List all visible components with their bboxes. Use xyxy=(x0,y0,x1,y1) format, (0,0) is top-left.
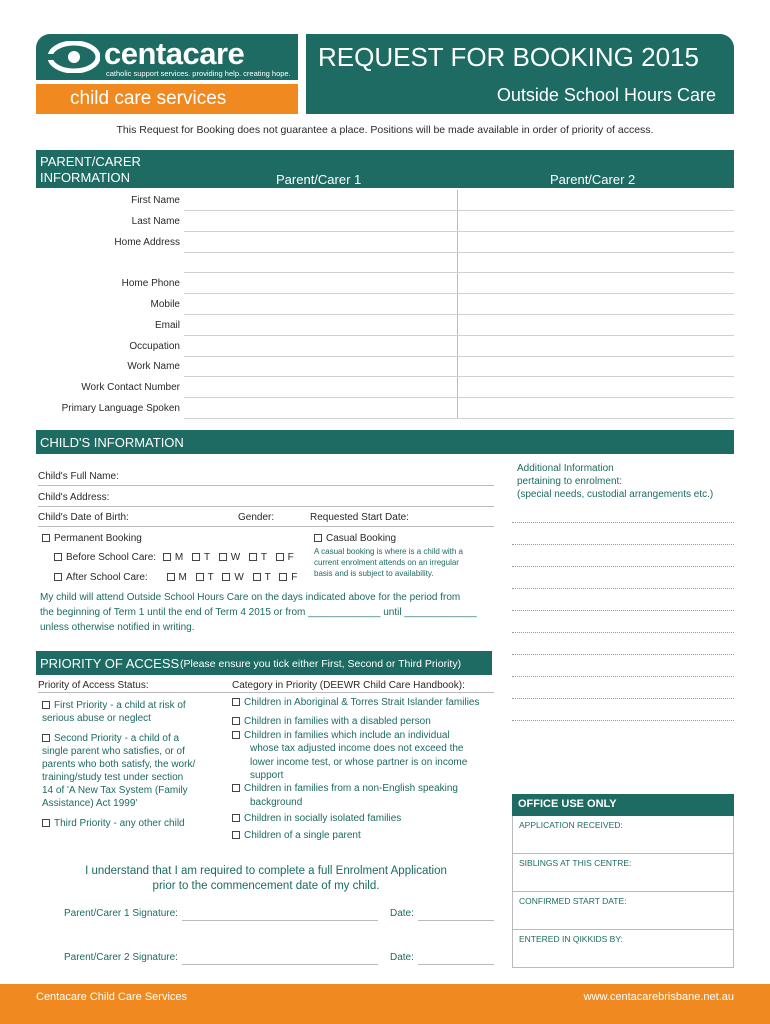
last-name-field[interactable] xyxy=(184,231,734,232)
after-day-t: T xyxy=(207,572,214,583)
priority-category-list xyxy=(232,696,494,842)
additional-info-line2: pertaining to enrolment: xyxy=(517,476,623,487)
priority-section-heading: PRIORITY OF ACCESS xyxy=(40,656,180,671)
first-priority-option[interactable] xyxy=(42,699,222,725)
category-checkbox[interactable] xyxy=(232,717,240,725)
booking-notice: This Request for Booking does not guarantee a place. Positions will be made available in order of priority of access. xyxy=(116,124,654,136)
category-text: Children in Aboriginal & Torres Strait Islander families xyxy=(244,697,480,708)
category-checkbox[interactable] xyxy=(232,731,240,739)
child-address-field[interactable] xyxy=(38,506,494,507)
permanent-label: Permanent Booking xyxy=(54,533,142,544)
attendance-statement xyxy=(40,590,500,635)
category-checkbox[interactable] xyxy=(232,784,240,792)
after-day-f: F xyxy=(291,572,298,583)
understand-statement xyxy=(38,864,494,894)
casual-note xyxy=(314,546,463,579)
email-label: Email xyxy=(154,320,180,331)
priority-heading-note: (Please ensure you tick either First, Second or Third Priority) xyxy=(180,658,462,670)
last-name-label: Last Name xyxy=(131,216,180,227)
category-item[interactable] xyxy=(232,715,494,728)
office-entered-by xyxy=(512,930,734,968)
before-school-label: Before School Care: xyxy=(66,552,157,563)
home-address-label: Home Address xyxy=(114,237,180,248)
additional-info-line[interactable] xyxy=(512,632,734,633)
first-priority-title: First Priority xyxy=(54,700,108,711)
after-school-row xyxy=(54,572,297,583)
third-priority-checkbox[interactable] xyxy=(42,819,50,827)
before-school-row xyxy=(54,552,294,563)
page-subtitle: Outside School Hours Care xyxy=(496,85,716,105)
sig1-field[interactable] xyxy=(182,920,378,921)
start-date-label: Requested Start Date: xyxy=(310,512,409,523)
mobile-field[interactable] xyxy=(184,314,734,315)
category-checkbox[interactable] xyxy=(232,814,240,822)
parent-heading-line2: INFORMATION xyxy=(40,170,131,185)
category-text: Children of a single parent xyxy=(244,829,361,841)
first-name-field[interactable] xyxy=(184,210,734,211)
category-text-cont: support xyxy=(250,770,284,782)
first-priority-desc: - a child at risk of xyxy=(107,700,186,711)
office-application-received xyxy=(512,816,734,854)
gender-label: Gender: xyxy=(238,512,275,523)
mobile-label: Mobile xyxy=(150,299,180,310)
casual-booking-option[interactable] xyxy=(314,533,396,544)
parent-col-2: Parent/Carer 2 xyxy=(550,172,636,187)
child-section-heading: CHILD'S INFORMATION xyxy=(40,435,184,450)
footer-bar xyxy=(0,984,770,1024)
centacare-logo-icon xyxy=(48,41,100,73)
category-text: Children in families with a disabled person xyxy=(244,716,431,728)
parent-column-divider xyxy=(457,190,458,418)
before-school-checkbox[interactable] xyxy=(54,553,62,561)
first-priority-desc2: serious abuse or neglect xyxy=(42,713,151,724)
category-item[interactable] xyxy=(232,782,494,795)
office-item-label: ENTERED IN QIKKIDS BY: xyxy=(519,934,623,944)
service-band-text: child care services xyxy=(70,88,227,109)
second-priority-line: 14 of 'A New Tax System (Family xyxy=(42,785,188,796)
home-phone-field[interactable] xyxy=(184,293,734,294)
additional-info-line[interactable] xyxy=(512,654,734,655)
additional-info-line[interactable] xyxy=(512,676,734,677)
before-day-f: F xyxy=(287,552,294,563)
additional-info-line3: (special needs, custodial arrangements etc.) xyxy=(517,489,714,500)
attendance-line2: the beginning of Term 1 until the end of Term 4 2015 or from _____________ until _____________ xyxy=(40,607,477,618)
casual-note-line2: current enrolment attends on an irregular xyxy=(314,558,459,567)
after-day-th: T xyxy=(264,572,271,583)
sig2-label: Parent/Carer 2 Signature: xyxy=(64,952,178,963)
sig1-date-label: Date: xyxy=(390,908,414,919)
child-full-name-field[interactable] xyxy=(38,485,494,486)
category-checkbox[interactable] xyxy=(232,698,240,706)
work-contact-field[interactable] xyxy=(184,397,734,398)
logo-name: centacare xyxy=(104,36,245,71)
office-item-label: APPLICATION RECEIVED: xyxy=(519,820,623,830)
sig2-date-field[interactable] xyxy=(418,964,494,965)
priority-category-label: Category in Priority (DEEWR Child Care Handbook): xyxy=(232,680,465,691)
understand-line1: I understand that I am required to complete a full Enrolment Application xyxy=(85,865,447,877)
logo-tagline: catholic support services. providing help. creating hope. xyxy=(106,69,291,78)
attendance-line1: My child will attend Outside School Hours Care on the days indicated above for the period from xyxy=(40,592,461,603)
priority-status-label: Priority of Access Status: xyxy=(38,680,149,691)
office-siblings xyxy=(512,854,734,892)
additional-info-line[interactable] xyxy=(512,566,734,567)
before-day-checkbox[interactable] xyxy=(219,553,227,561)
occupation-label: Occupation xyxy=(129,341,180,352)
work-name-field[interactable] xyxy=(184,376,734,377)
sig1-label: Parent/Carer 1 Signature: xyxy=(64,908,178,919)
first-priority-checkbox[interactable] xyxy=(42,701,50,709)
sig2-date-label: Date: xyxy=(390,952,414,963)
before-day-checkbox[interactable] xyxy=(276,553,284,561)
category-text: Children in families which include an individual xyxy=(244,729,450,741)
second-priority-title: Second Priority xyxy=(54,733,122,744)
second-priority-option[interactable] xyxy=(42,732,222,810)
category-text-cont: background xyxy=(250,796,303,808)
understand-line2: prior to the commencement date of my child. xyxy=(152,880,380,892)
additional-info-line[interactable] xyxy=(512,544,734,545)
office-item-label: SIBLINGS AT THIS CENTRE: xyxy=(519,858,632,868)
casual-note-line1: A casual booking is where is a child with a xyxy=(314,547,463,556)
sig1-date-field[interactable] xyxy=(418,920,494,921)
child-full-name-label: Child's Full Name: xyxy=(38,471,119,482)
parent-col-1: Parent/Carer 1 xyxy=(276,172,362,187)
child-address-label: Child's Address: xyxy=(38,492,110,503)
before-day-th: T xyxy=(260,552,267,563)
after-school-label: After School Care: xyxy=(66,572,148,583)
before-day-t: T xyxy=(203,552,210,563)
additional-info-line[interactable] xyxy=(512,698,734,699)
child-dob-field[interactable] xyxy=(38,526,494,527)
priority-divider xyxy=(38,692,494,693)
additional-info-line[interactable] xyxy=(512,610,734,611)
home-address-field[interactable] xyxy=(184,252,734,253)
sig2-field[interactable] xyxy=(182,964,378,965)
work-contact-label: Work Contact Number xyxy=(81,382,180,393)
before-day-checkbox[interactable] xyxy=(249,553,257,561)
third-priority-desc: - any other child xyxy=(110,818,185,829)
casual-checkbox[interactable] xyxy=(314,534,322,542)
footer-org: Centacare Child Care Services xyxy=(36,991,188,1003)
parent-section-heading xyxy=(40,154,141,186)
casual-note-line3: basis and is subject to availability. xyxy=(314,569,434,578)
permanent-booking-option[interactable] xyxy=(42,533,142,544)
occupation-field[interactable] xyxy=(184,356,734,357)
category-text: Children in families from a non-English speaking xyxy=(244,783,458,795)
after-day-checkbox[interactable] xyxy=(167,573,175,581)
before-day-checkbox[interactable] xyxy=(163,553,171,561)
home-address-field-2[interactable] xyxy=(184,272,734,273)
work-name-label: Work Name xyxy=(127,361,180,372)
second-priority-line: single parent who satisfies, or of xyxy=(42,746,185,757)
second-priority-line: Assistance) Act 1999' xyxy=(42,798,138,809)
child-dob-label: Child's Date of Birth: xyxy=(38,512,129,523)
casual-label: Casual Booking xyxy=(326,533,397,544)
second-priority-desc: - a child of a xyxy=(121,733,180,744)
permanent-checkbox[interactable] xyxy=(42,534,50,542)
before-day-checkbox[interactable] xyxy=(192,553,200,561)
additional-info-line[interactable] xyxy=(512,720,734,721)
second-priority-checkbox[interactable] xyxy=(42,734,50,742)
category-item[interactable] xyxy=(232,829,494,842)
after-school-checkbox[interactable] xyxy=(54,573,62,581)
office-use-heading: OFFICE USE ONLY xyxy=(518,798,617,810)
category-text: Children in socially isolated families xyxy=(244,813,402,825)
after-day-checkbox[interactable] xyxy=(253,573,261,581)
category-text-cont: whose tax adjusted income does not exceed the xyxy=(250,743,464,755)
third-priority-title: Third Priority xyxy=(54,818,111,829)
category-checkbox[interactable] xyxy=(232,831,240,839)
additional-info-heading xyxy=(517,462,713,501)
home-phone-label: Home Phone xyxy=(121,278,180,289)
after-day-m: M xyxy=(178,572,187,583)
after-day-checkbox[interactable] xyxy=(279,573,287,581)
after-day-checkbox[interactable] xyxy=(222,573,230,581)
after-day-checkbox[interactable] xyxy=(196,573,204,581)
second-priority-line: parents who both satisfy, the work/ xyxy=(42,759,196,770)
first-name-label: First Name xyxy=(131,195,180,206)
primary-language-field[interactable] xyxy=(184,418,734,419)
category-item[interactable] xyxy=(232,696,494,709)
parent-heading-line1: PARENT/CARER xyxy=(40,154,141,169)
page-title: REQUEST FOR BOOKING 2015 xyxy=(318,42,699,72)
additional-info-line[interactable] xyxy=(512,522,734,523)
office-item-label: CONFIRMED START DATE: xyxy=(519,896,627,906)
footer-website[interactable]: www.centacarebrisbane.net.au xyxy=(583,991,734,1003)
additional-info-line[interactable] xyxy=(512,588,734,589)
category-text-cont: lower income test, or whose partner is on income xyxy=(250,756,468,768)
before-day-m: M xyxy=(174,552,184,563)
email-field[interactable] xyxy=(184,335,734,336)
before-day-w: W xyxy=(230,552,241,563)
office-confirmed-start xyxy=(512,892,734,930)
category-item[interactable] xyxy=(232,812,494,825)
third-priority-option[interactable] xyxy=(42,818,185,829)
category-item[interactable] xyxy=(232,729,494,742)
attendance-line3: unless otherwise notified in writing. xyxy=(40,622,195,633)
primary-language-label: Primary Language Spoken xyxy=(61,403,180,414)
additional-info-line1: Additional Information xyxy=(517,463,614,474)
after-day-w: W xyxy=(234,572,244,583)
second-priority-line: training/study test under section xyxy=(42,772,184,783)
